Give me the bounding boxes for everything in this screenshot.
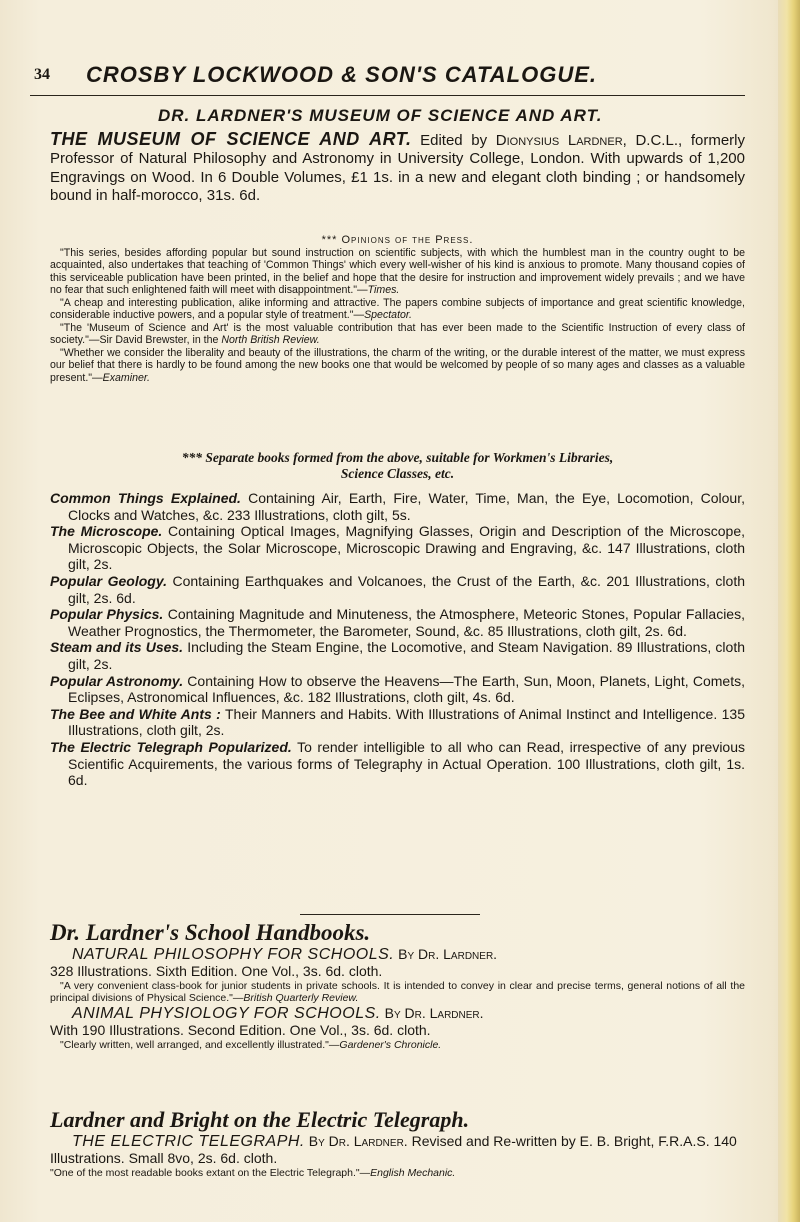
press-quote-text: "The 'Museum of Science and Art' is the most valuable contribution that has ever been made to the Scientific Instruction of every class of society."—Sir David Brewster, in the (50, 321, 745, 346)
list-item-text: Including the Steam Engine, the Locomotive, and Steam Navigation. 89 Illustrations, cloth gilt, 2s. (68, 639, 745, 672)
list-item-text: To render intelligible to all who can Read, irrespective of any previous Scientific Acquirements, the various forms of Telegraphy in Actual Operation. 100 Illustrations, cloth gilt, 1s. 6d. (68, 738, 746, 789)
press-quote (50, 347, 745, 385)
main-entry-edited-by: Edited by (420, 132, 488, 149)
telegraph-byline: By Dr. Lardner. (308, 1133, 408, 1149)
press-quote-source: Times. (367, 284, 400, 296)
handbook-byline: By Dr. Lardner. (384, 1004, 484, 1021)
telegraph-heading: Lardner and Bright on the Electric Telegraph. (50, 1107, 470, 1132)
list-item-title: Popular Physics. (50, 606, 164, 623)
telegraph-quote (50, 1167, 745, 1180)
handbook-quote (50, 980, 745, 1005)
press-quote-source: Spectator. (364, 309, 412, 321)
telegraph-title: THE ELECTRIC TELEGRAPH. (72, 1133, 305, 1150)
page-binding-edge (778, 0, 800, 1222)
list-item (50, 490, 745, 523)
page-number: 34 (34, 66, 50, 83)
main-entry-description: , D.C.L., formerly Professor of Natural Philosophy and Astronomy in University College, London. With upwards of 1,200 Engravings on Wood. In 6 Double Volumes, £1 1s. in a new and elegant cloth binding ; or handsomely bound in half-morocco, 31s. 6d. (50, 132, 745, 205)
handbook-details: With 190 Illustrations. Second Edition. One Vol., 3s. 6d. cloth. (50, 1022, 431, 1039)
handbook-title: NATURAL PHILOSOPHY FOR SCHOOLS. (72, 946, 395, 963)
press-quote (50, 247, 745, 297)
press-quote-source: Examiner. (102, 371, 150, 384)
main-entry-editor: Dionysius Lardner (495, 132, 623, 149)
handbook-entry (50, 946, 745, 1005)
press-quote-text: "This series, besides affording popular but sound instruction on scientific subjects, with which the humblest man in the country ought to be acquainted, also undertakes that teaching of 'Common Things' which every well-wisher of his kind is anxious to promote. Many thousand copies of this serviceable publication have been printed, in the belief and hope that the desire for instruction and improvement widely prevails ; and we have no fear that such enlightened faith will meet with disappointment."— (50, 246, 745, 296)
handbooks-list (50, 946, 745, 1051)
section-divider (300, 914, 480, 915)
list-item-text: Containing Optical Images, Magnifying Glasses, Origin and Description of the Microscope, Microscopic Objects, the Solar Microscope, Microscopic Drawing and Engraving, &c. 147 Illustrations, cloth gilt, 2s. (68, 523, 745, 573)
main-entry-title: THE MUSEUM OF SCIENCE AND ART. (50, 129, 412, 149)
list-item-text: Containing Earthquakes and Volcanoes, the Crust of the Earth, &c. 201 Illustrations, cloth gilt, 2s. 6d. (68, 572, 745, 606)
handbook-quote-source: British Quarterly Review. (243, 992, 359, 1005)
handbook-byline: By Dr. Lardner. (398, 946, 498, 962)
list-item (50, 706, 745, 739)
list-item (50, 606, 745, 639)
press-quote-source: North British Review. (221, 334, 320, 346)
handbook-quote-text: "A very convenient class-book for junior students in private schools. It is intended to convey in clear and precise terms, general notions of all the principal divisions of Physical Science."— (50, 979, 745, 1005)
list-item-text: Containing Magnitude and Minuteness, the Atmosphere, Meteoric Stones, Popular Fallacies, Weather Prognostics, the Thermometer, the Barometer, Sound, &c. 85 Illustrations, cloth gilt, 2s. 6d. (68, 606, 745, 639)
list-item-title: Popular Astronomy. (50, 672, 184, 689)
section-heading: DR. LARDNER'S MUSEUM OF SCIENCE AND ART. (158, 106, 603, 125)
list-item-text: Containing Air, Earth, Fire, Water, Time, Man, the Eye, Locomotion, Colour, Clocks and Watches, &c. 233 Illustrations, cloth gilt, 5s. (68, 490, 745, 523)
list-item (50, 739, 745, 789)
handbook-quote-text: "Clearly written, well arranged, and excellently illustrated."— (60, 1038, 340, 1051)
telegraph-details: Revised and Re-written by E. B. Bright, F.R.A.S. 140 Illustrations. Small 8vo, 2s. 6d. cloth. (50, 1133, 737, 1167)
telegraph-entry (50, 1133, 745, 1179)
handbook-title: ANIMAL PHYSIOLOGY FOR SCHOOLS. (72, 1004, 381, 1022)
header-rule (30, 95, 745, 96)
list-item-text: Their Manners and Habits. With Illustrations of Animal Instinct and Intelligence. 135 Illustrations, cloth gilt, 2s. (68, 705, 745, 739)
separate-books-line-1: *** Separate books formed from the above, suitable for Workmen's Libraries, (181, 450, 614, 465)
press-quote (50, 322, 745, 347)
main-entry (50, 130, 745, 206)
list-item-text: Containing How to observe the Heavens—The Earth, Sun, Moon, Planets, Light, Comets, Eclipses, Astronomical Influences, &c. 182 Illustrations, cloth gilt, 4s. 6d. (68, 672, 745, 706)
handbook-quote-source: Gardener's Chronicle. (339, 1038, 442, 1051)
list-item-title: The Bee and White Ants : (50, 705, 221, 722)
handbook-quote (50, 1039, 745, 1052)
press-quote-text: "Whether we consider the liberality and beauty of the illustrations, the charm of the writing, or the durable interest of the matter, we must express our belief that there is hardly to be found among the new books one that would be welcomed by people of so many ages and classes as a valuable present."— (50, 346, 745, 384)
series-list (50, 490, 745, 789)
list-item (50, 523, 745, 573)
press-quote-text: "A cheap and interesting publication, alike informing and attractive. The papers combine subjects of importance and great scientific knowledge, considerable inductive powers, and a popular style of treatment."— (50, 296, 745, 321)
opinions-of-press (50, 234, 745, 384)
separate-books-note (50, 450, 745, 482)
running-head (30, 62, 750, 90)
opinions-heading: *** Opinions of the Press. (321, 234, 474, 246)
telegraph-quote-source: English Mechanic. (370, 1166, 456, 1179)
handbooks-heading: Dr. Lardner's School Handbooks. (50, 920, 371, 945)
list-item-title: Common Things Explained. (50, 490, 241, 506)
handbook-entry (50, 1005, 745, 1051)
handbook-details: 328 Illustrations. Sixth Edition. One Vol., 3s. 6d. cloth. (50, 963, 383, 980)
press-quote (50, 297, 745, 322)
separate-books-line-2: Science Classes, etc. (340, 466, 455, 481)
catalogue-title: CROSBY LOCKWOOD & SON'S CATALOGUE. (86, 62, 598, 87)
list-item (50, 573, 745, 606)
telegraph-quote-text: "One of the most readable books extant on the Electric Telegraph."— (50, 1166, 371, 1179)
list-item-title: Popular Geology. (50, 572, 167, 589)
list-item-title: The Electric Telegraph Popularized. (50, 738, 292, 755)
list-item (50, 673, 745, 706)
list-item-title: The Microscope. (50, 523, 163, 540)
list-item (50, 639, 745, 672)
list-item-title: Steam and its Uses. (50, 639, 184, 656)
